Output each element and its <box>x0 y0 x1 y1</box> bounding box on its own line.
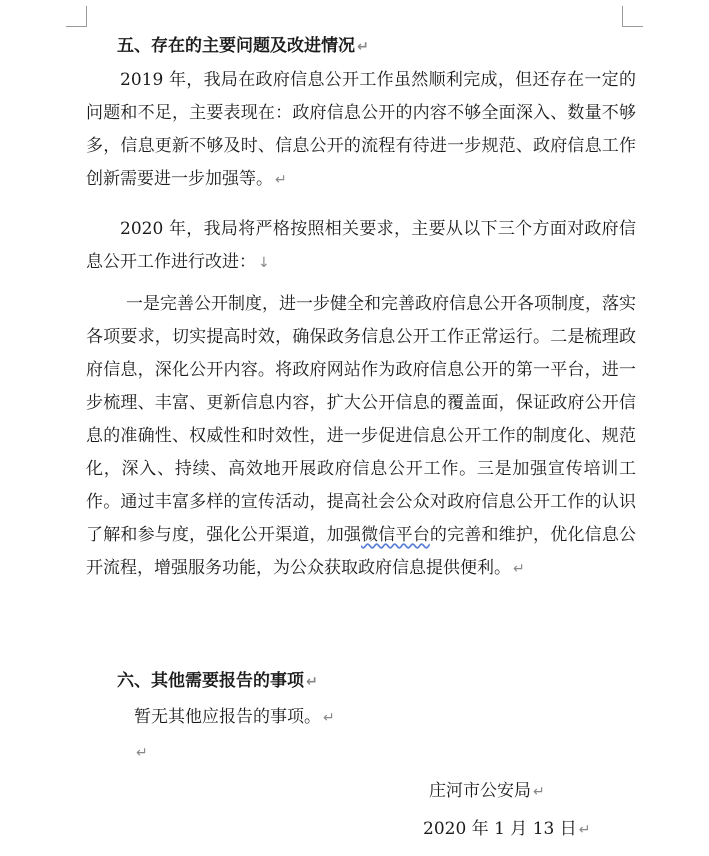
empty-paragraph <box>134 740 148 765</box>
paragraph-mark-icon: ↵ <box>136 745 148 761</box>
margin-corner-top-left <box>66 6 87 27</box>
paragraph-mark-icon: ↵ <box>323 710 335 726</box>
paragraph-mark-icon: ↵ <box>306 674 318 690</box>
paragraph-mark-icon: ↵ <box>513 561 525 577</box>
paragraph-mark-icon: ↵ <box>275 172 287 188</box>
section-5-paragraph-1: 2019 年，我局在政府信息公开工作虽然顺利完成，但还存在一定的问题和不足，主要表现在：政府信息公开的内容不够全面深入、数量不够多，信息更新不够及时、信息公开的流程有待进一步规范、政府信息工作创新需要进一步加强等。 ↵ <box>86 70 636 189</box>
section-5-paragraph-3: 一是完善公开制度，进一步健全和完善政府信息公开各项制度，落实各项要求，切实提高时效，确保政务信息公开工作正常运行。二是梳理政府信息，深化公开内容。将政府网站作为政府信息公开的第一平台，进一步梳理、丰富、更新信息内容，扩大公开信息的覆盖面，保证政府公开信息的准确性、权威性和时效性，进一步促进信息公开工作的制度化、规范化，深入、持续、高效地开展政府信息公开工作。三是加强宣传培训工作。通过丰富多样的宣传活动，提高社会公众对政府信息公开工作的认识了解和参与度，强化公开渠道，加强微信平台的完善和维护，优化信息公开流程，增强服务功能，为公众获取政府信息提供便利。 ↵ <box>86 294 637 578</box>
margin-corner-top-right <box>622 6 643 27</box>
section-6-paragraph-1: 暂无其他应报告的事项。 ↵ <box>134 707 335 727</box>
line-break-mark-icon: ↓ <box>258 255 270 271</box>
paragraph-mark-icon: ↵ <box>357 39 369 55</box>
paragraph-mark-icon: ↵ <box>578 822 591 838</box>
paragraph-mark-icon: ↵ <box>533 784 545 800</box>
spellcheck-underlined-text: 微信平台 <box>361 525 430 545</box>
section-6-heading: 六、其他需要报告的事项 ↵ <box>117 671 318 691</box>
signature-org: 庄河市公安局 ↵ <box>429 781 545 801</box>
section-5-paragraph-2: 2020 年，我局将严格按照相关要求，主要从以下三个方面对政府信息公开工作进行改进： ↓ <box>86 219 636 272</box>
section-5-heading: 五、存在的主要问题及改进情况 ↵ <box>117 36 369 56</box>
signature-date: 2020 年 1 月 13 日 ↵ <box>423 819 591 839</box>
